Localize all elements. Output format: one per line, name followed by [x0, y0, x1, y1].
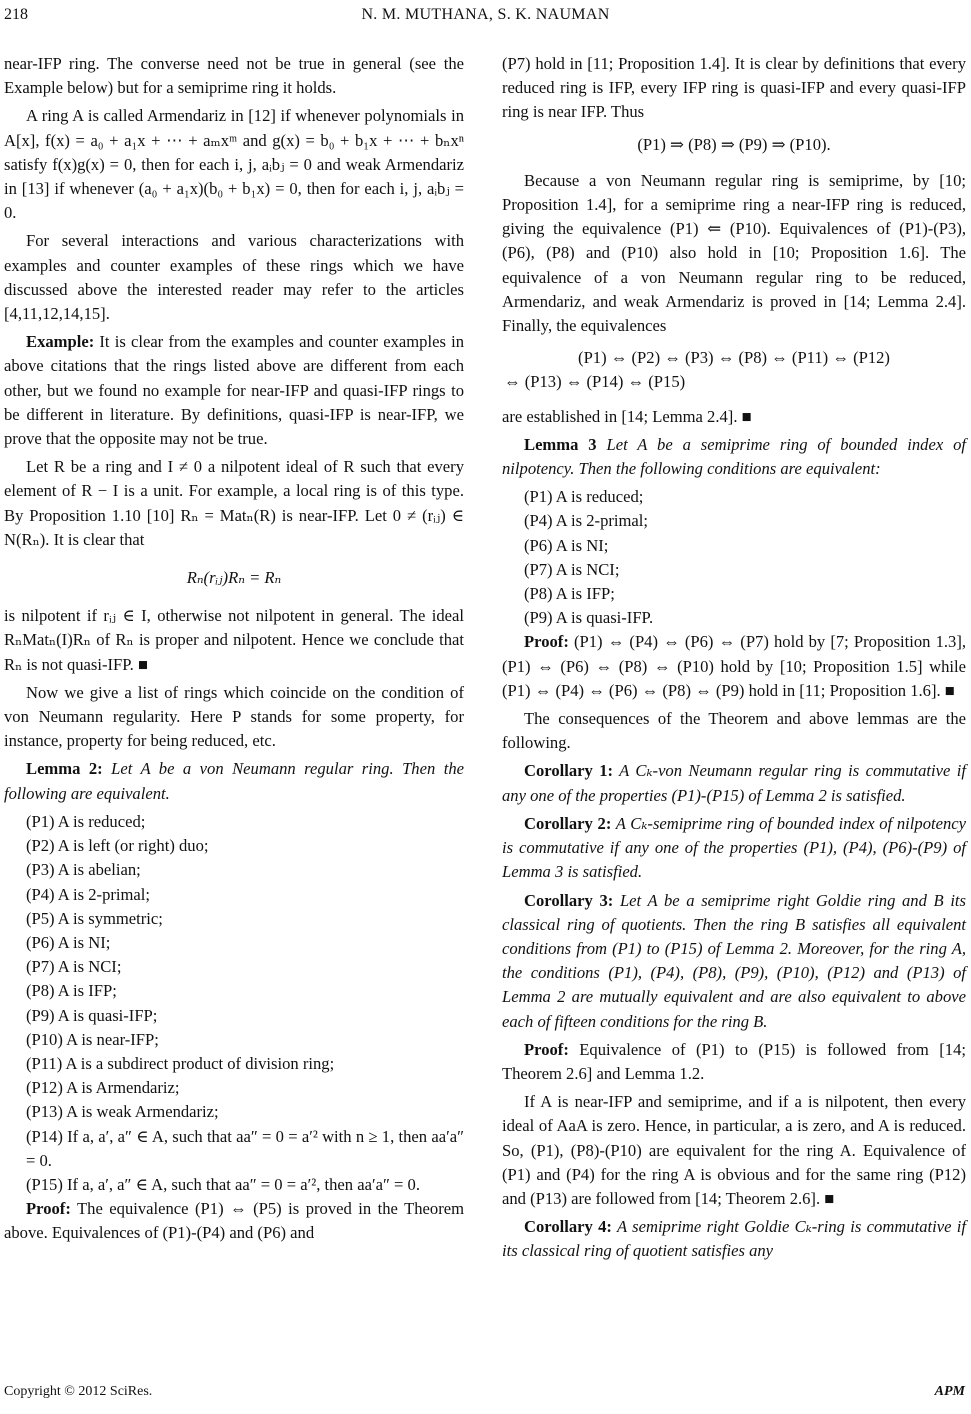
corollary-label: Corollary 3:	[524, 890, 614, 910]
lemma-3-statement	[502, 433, 966, 481]
lemma-text: Let A be a von Neumann regular ring. Then the following are equivalent.	[4, 759, 464, 803]
lemma-2-list	[4, 810, 464, 1197]
paragraph: For several interactions and various characterizations with examples and counter examples of these rings which we have discussed above the interested reader may refer to the articles [4,11,12,14,15].	[4, 231, 464, 324]
example-text: It is clear from the examples and counter examples in above citations that the rings listed above are different from each other, but we found no example for near-IFP and quasi-IFP rings to be different in literature. By definitions, quasi-IFP is near-IFP, we prove that the opposite may not be true.	[4, 332, 464, 449]
list-item: (P6) A is NI;	[524, 535, 609, 555]
paragraph: (P7) hold in [11; Proposition 1.4]. It is clear by definitions that every reduced ring is IFP, every IFP ring is quasi-IFP and every quasi-IFP ring is near IFP. Thus	[502, 54, 966, 122]
proof-label: Proof:	[524, 1039, 569, 1059]
display-formula: Rₙ(rᵢⱼ)Rₙ = Rₙ	[186, 568, 282, 588]
corollary-text: A Cₖ-semiprime ring of bounded index of nilpotency is commutative if any one of the properties (P1), (P4), (P6)-(P9) of Lemma 3 is satisfied.	[502, 813, 967, 882]
paragraph: are established in [14; Lemma 2.4]. ■	[502, 406, 752, 426]
page-number: 218	[4, 6, 28, 23]
proof-label: Proof:	[524, 632, 569, 652]
corollary-label: Corollary 2:	[524, 813, 612, 833]
lemma-2-statement	[4, 757, 464, 805]
corollary-label: Corollary 1:	[524, 761, 614, 781]
corollary-label: Corollary 4:	[524, 1217, 612, 1237]
copyright-notice: Copyright © 2012 SciRes.	[4, 1384, 153, 1399]
proof-text: (P1) ⇔ (P4) ⇔ (P6) ⇔ (P7) hold by [7; Proposition 1.3], (P1) ⇔ (P6) ⇔ (P8) ⇔ (P10) hold by [10; Proposition 1.5] while (P1) ⇔ (P4) ⇔ (P6) ⇔ (P8) ⇔ (P9) hold in [11; Proposition 1.6]. ■	[502, 632, 966, 700]
list-item: (P11) A is a subdirect product of division ring;	[26, 1053, 335, 1073]
implication-chain: (P1) ⇒ (P8) ⇒ (P9) ⇒ (P10).	[637, 134, 831, 154]
list-item: (P1) A is reduced;	[26, 811, 146, 831]
proof-paragraph	[502, 630, 966, 703]
proof-label: Proof:	[26, 1199, 71, 1219]
right-column	[502, 52, 966, 1268]
lemma-label: Lemma 3	[524, 434, 597, 454]
proof-text: The equivalence (P1) ⇔ (P5) is proved in the Theorem above. Equivalences of (P1)-(P4) and (P6) and	[4, 1199, 464, 1243]
running-head-authors: N. M. MUTHANA, S. K. NAUMAN	[361, 6, 610, 23]
list-item: (P7) A is NCI;	[524, 559, 620, 579]
paragraph: near-IFP ring. The converse need not be true in general (see the Example below) but for a semiprime ring it holds.	[4, 54, 464, 98]
list-item: (P7) A is NCI;	[26, 957, 122, 977]
list-item: (P14) If a, a′, a″ ∈ A, such that aa″ = 0 = a′² with n ≥ 1, then aa′a″ = 0.	[26, 1126, 464, 1170]
proof-paragraph	[502, 1038, 966, 1086]
list-item: (P8) A is IFP;	[26, 981, 117, 1001]
paragraph: Because a von Neumann regular ring is semiprime, by [10; Proposition 1.4], for a semiprime ring a near-IFP ring is reduced, giving the equivalence (P1) ⇐ (P10). Equivalences of (P1)-(P3), (P6), (P8) and (P10) also hold in [10; Proposition 1.6]. The equivalence of a von Neumann regular ring to be reduced, Armendariz, and weak Armendariz is proved in [14; Lemma 2.4]. Finally, the equivalences	[502, 170, 966, 336]
list-item: (P10) A is near-IFP;	[26, 1029, 159, 1049]
list-item: (P6) A is NI;	[26, 932, 111, 952]
list-item: (P5) A is symmetric;	[26, 908, 163, 928]
list-item: (P3) A is abelian;	[26, 860, 141, 880]
equivalence-chain-line-1: (P1) ⇔ (P2) ⇔ (P3) ⇔ (P8) ⇔ (P11) ⇔ (P12)	[578, 348, 890, 368]
paragraph: If A is near-IFP and semiprime, and if a is nilpotent, then every ideal of AaA is zero. Hence, in particular, a is zero, and A is reduced. So, (P1), (P8)-(P10) are equivalent for the ring A. Equivalence of (P1) and (P4) for the ring A is obvious and for the same ring (P12) and (P13) are followed from [14; Theorem 2.6]. ■	[502, 1092, 966, 1208]
list-item: (P1) A is reduced;	[524, 487, 644, 507]
corollary-3	[502, 889, 966, 1034]
paragraph: Now we give a list of rings which coincide on the condition of von Neumann regularity. Here P stands for some property, for instance, property for being reduced, etc.	[4, 682, 464, 751]
equivalence-chain-line-2: ⇔ (P13) ⇔ (P14) ⇔ (P15)	[504, 372, 686, 392]
list-item: (P2) A is left (or right) duo;	[26, 836, 209, 856]
proof-paragraph	[4, 1197, 464, 1245]
paragraph-armendariz-definition: A ring A is called Armendariz in [12] if whenever polynomials in A[x], f(x) = a₀ + a₁x + ⋯ + aₘxᵐ and g(x) = b₀ + b₁x + ⋯ + bₙxⁿ satisfy f(x)g(x) = 0, then for each i, j, aᵢbⱼ = 0 and weak Armendariz in [13] if whenever (a₀ + a₁x)(b₀ + b₁x) = 0, then for each i, j, aᵢbⱼ = 0.	[4, 106, 464, 223]
list-item: (P4) A is 2-primal;	[524, 511, 648, 531]
list-item: (P8) A is IFP;	[524, 584, 615, 604]
paragraph: Let R be a ring and I ≠ 0 a nilpotent ideal of R such that every element of R − I is a unit. For example, a local ring is of this type. By Proposition 1.10 [10] Rₙ = Matₙ(R) is near-IFP. Let 0 ≠ (rᵢⱼ) ∈ N(Rₙ). It is clear that	[4, 457, 464, 549]
page-header	[0, 6, 971, 32]
list-item: (P13) A is weak Armendariz;	[26, 1102, 219, 1122]
example-label: Example:	[26, 332, 95, 352]
paragraph: is nilpotent if rᵢⱼ ∈ I, otherwise not nilpotent in general. The ideal RₙMatₙ(I)Rₙ of Rₙ is proper and nilpotent. Hence we conclude that Rₙ is not quasi-IFP. ■	[4, 606, 464, 674]
example-paragraph	[4, 330, 464, 451]
lemma-label: Lemma 2:	[26, 759, 103, 779]
corollary-text: A Cₖ-von Neumann regular ring is commutative if any one of the properties (P1)-(P15) of Lemma 2 is satisfied.	[502, 761, 966, 805]
corollary-text: A semiprime right Goldie Cₖ-ring is commutative if its classical ring of quotient satisfies any	[502, 1217, 966, 1261]
lemma-text: Let A be a semiprime ring of bounded index of nilpotency. Then the following conditions are equivalent:	[502, 434, 966, 479]
list-item: (P9) A is quasi-IFP;	[26, 1005, 158, 1025]
lemma-3-list	[502, 485, 966, 630]
corollary-4	[502, 1215, 966, 1263]
corollary-text: Let A be a semiprime right Goldie ring and B its classical ring of quotients. Then the ring B satisfies all equivalent conditions from (P1) to (P15) of Lemma 2. Moreover, for the ring A, the conditions (P1), (P4), (P8), (P9), (P10), (P12) and (P13) of Lemma 2 are mutually equivalent and are also equivalent to above each of fifteen conditions for the ring B.	[502, 890, 967, 1031]
list-item: (P15) If a, a′, a″ ∈ A, such that aa″ = 0 = a′², then aa′a″ = 0.	[26, 1174, 420, 1194]
list-item: (P4) A is 2-primal;	[26, 884, 150, 904]
paragraph: The consequences of the Theorem and above lemmas are the following.	[502, 709, 966, 753]
corollary-1	[502, 759, 966, 807]
page-footer	[0, 1384, 971, 1408]
left-column	[4, 52, 464, 1250]
journal-abbreviation: APM	[934, 1384, 965, 1399]
corollary-2	[502, 812, 966, 885]
proof-text: Equivalence of (P1) to (P15) is followed from [14; Theorem 2.6] and Lemma 1.2.	[502, 1039, 966, 1083]
list-item: (P12) A is Armendariz;	[26, 1078, 180, 1098]
list-item: (P9) A is quasi-IFP.	[524, 608, 654, 628]
